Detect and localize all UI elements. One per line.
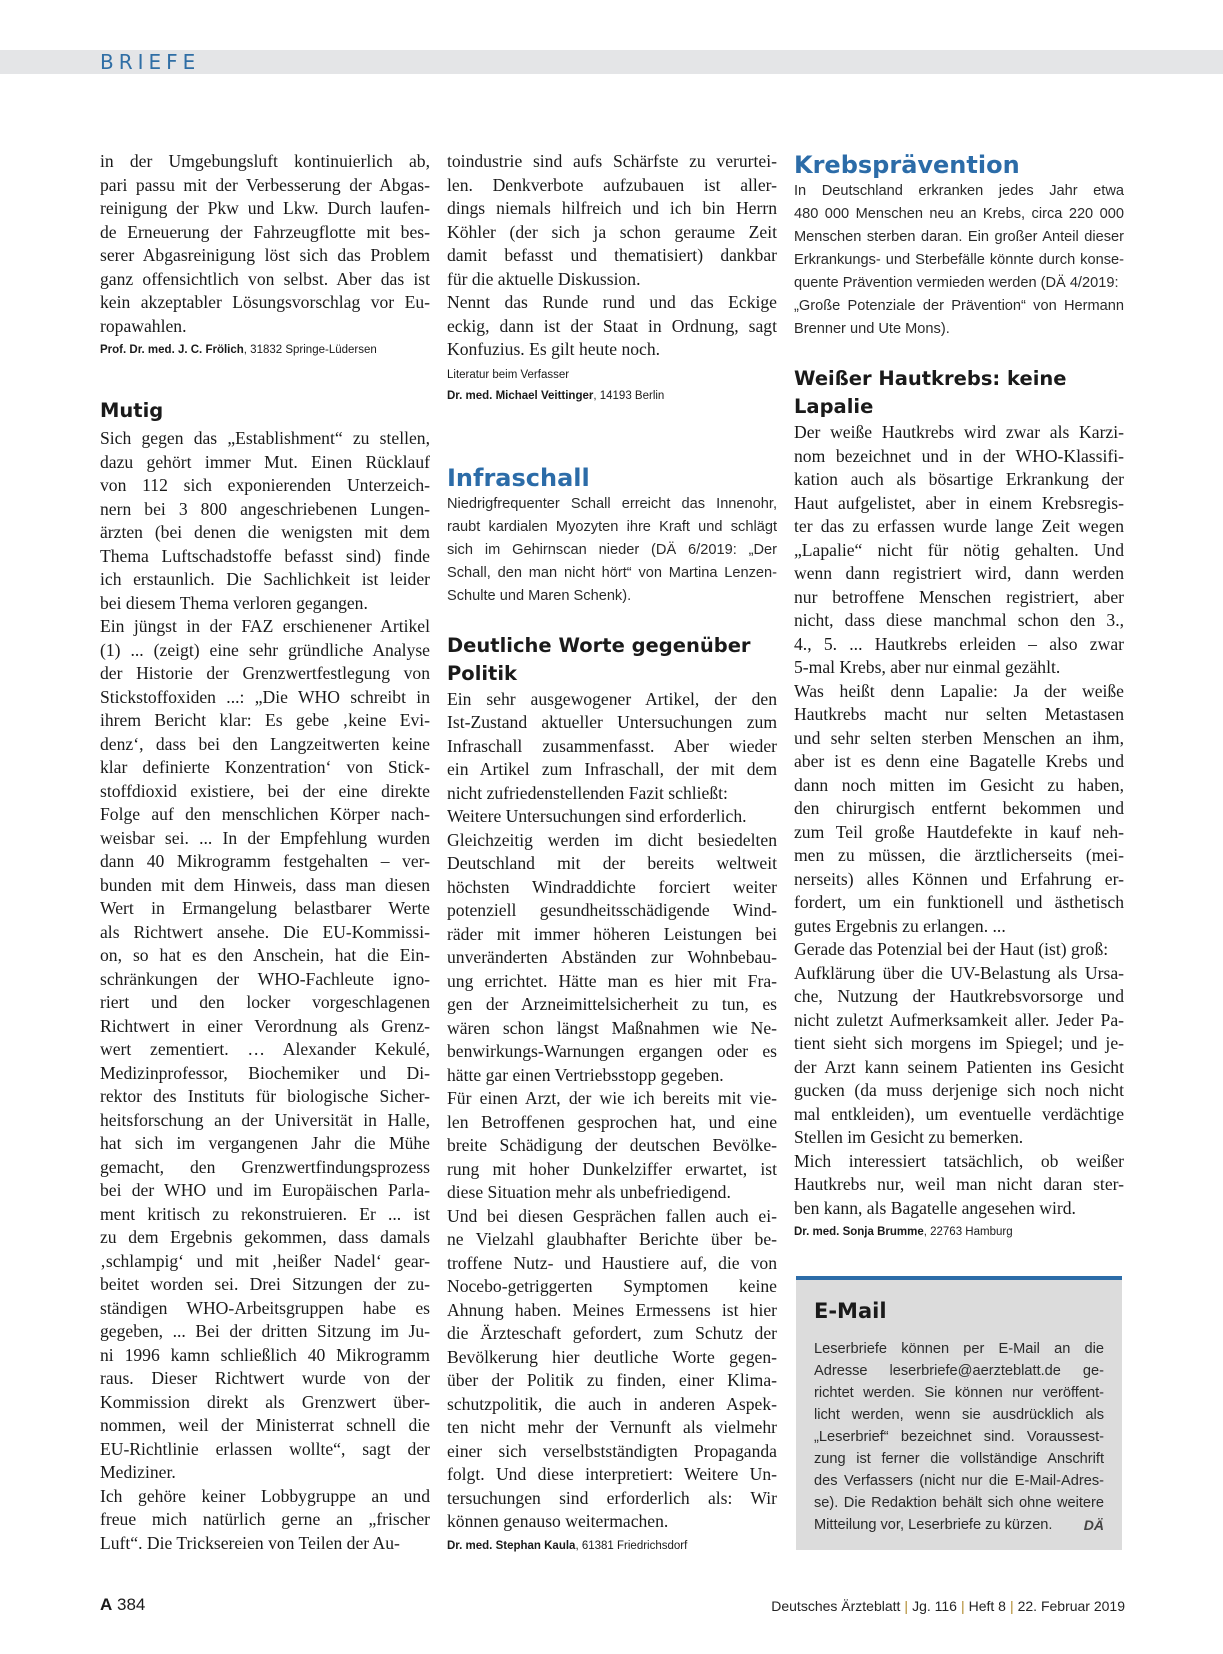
text-line: richtet werden. Sie können nur veröffent-: [814, 1385, 1104, 1401]
text-line: nern bei 3 800 angeschriebenen Lungen-: [100, 498, 430, 519]
text-line: Ein sehr ausgewogener Artikel, der den: [447, 688, 777, 709]
text-line: benwirkungs-Warnungen ergangen oder es: [447, 1041, 777, 1061]
letter-heading: Weißer Hautkrebs: keine Lapalie: [794, 367, 1067, 418]
text-line: schränkungen der WHO-Fachleute igno-: [100, 968, 430, 989]
text-line: „Leserbrief“ bezeichnet sind. Voraussest-: [814, 1429, 1104, 1445]
text-line: Konfuzius. Es gilt heute noch.: [447, 339, 661, 359]
text-line: des Verfassers (nicht nur die E-Mail-Adres-: [814, 1473, 1104, 1489]
text-line: gemacht, den Grenzwertfindungsprozess: [100, 1156, 430, 1177]
text-line: ihrem Bericht klar: Es gebe ‚keine Evi-: [100, 710, 430, 730]
text-line: „Große Potenziale der Prävention“ von Hermann: [794, 298, 1124, 314]
text-line: bei der WHO und im Europäischen Parla-: [100, 1180, 430, 1200]
letter-heading: Mutig: [100, 399, 164, 422]
column-1: [100, 150, 430, 1555]
text-line: nicht zuletzt Aufmerksamkeit aller. Jeder Pa-: [794, 1009, 1124, 1030]
text-line: Luft“. Die Tricksereien von Teilen der Au-: [100, 1532, 400, 1553]
text-line: mal entkleiden), um eventuelle verdächtige: [794, 1103, 1124, 1124]
text-line: Was heißt denn Lapalie: Ja der weiße: [794, 680, 1124, 701]
text-line: den chirurgisch entfernt bekommen und: [794, 798, 1124, 818]
text-line: zum Teil große Hautdefekte in kauf neh-: [794, 821, 1124, 842]
separator: |: [1009, 1598, 1014, 1614]
page-number: [100, 1594, 145, 1616]
text-line: zu dem Ergebnis gekommen, dass damals: [100, 1227, 430, 1247]
topic-heading: Infraschall: [447, 463, 590, 492]
text-line: nerseits) alles Können und Erfahrung er-: [794, 868, 1124, 889]
text-line: gegeben, ... Bei der dritten Sitzung im Ju-: [100, 1321, 430, 1341]
text-line: räder mit immer höheren Leistungen bei: [447, 923, 777, 944]
text-line: nicht, dass diese manchmal schon den 3.,: [794, 610, 1124, 630]
text-line: ben kann, als Bagatelle angesehen wird.: [794, 1197, 1076, 1218]
journal-info: [771, 1596, 1125, 1616]
text-line: Medizinprofessor, Biochemiker und Di-: [100, 1062, 430, 1083]
text-line: In Deutschland erkranken jedes Jahr etwa: [794, 183, 1124, 199]
text-line: ich erstaunlich. Die Sachlichkeit ist leider: [100, 569, 430, 589]
letter-heading: Deutliche Worte gegenüber Politik: [447, 633, 751, 685]
text-line: Der weiße Hautkrebs wird zwar als Karzi-: [794, 422, 1124, 442]
journal-name: Deutsches Ärzteblatt: [771, 1598, 901, 1614]
text-line: Gleichzeitig werden im dicht besiedelten: [447, 829, 777, 850]
text-line: ne Vielzahl glaubhafter Berichte über be-: [447, 1229, 777, 1249]
text-line: heitsforschung an der Universität in Halle,: [100, 1109, 430, 1130]
text-line: Weitere Untersuchungen sind erforderlich.: [447, 806, 747, 826]
text-line: über der Politik zu finden, einer Klima-: [447, 1370, 777, 1390]
text-line: Nennt das Runde rund und das Eckige: [447, 292, 777, 312]
text-line: ärzten (bei denen die wenigsten mit dem: [100, 522, 430, 542]
text-line: Folge auf den menschlichen Körper nach-: [100, 804, 430, 824]
text-line: für die aktuelle Diskussion.: [447, 268, 641, 289]
text-line: gucken (da muss derjenige sich noch nicht: [794, 1080, 1124, 1100]
text-line: von 112 sich exponierenden Unterzeich-: [100, 475, 430, 495]
text-line: Niedrigfrequenter Schall erreicht das Innenohr,: [447, 495, 777, 512]
text-line: Richtwert in einer Verordnung als Grenz-: [100, 1015, 430, 1036]
text-line: wenn dann registriert wird, dann werden: [794, 563, 1124, 583]
text-line: bunden mit dem Hinweis, dass man diesen: [100, 874, 430, 895]
editorial-mark: DÄ: [1083, 1517, 1104, 1533]
text-line: schutzpolitik, die auch in anderen Aspek-: [447, 1393, 777, 1414]
separator: |: [960, 1598, 965, 1614]
text-line: sich im Gehirnscan nieder (DÄ 6/2019: „Der: [447, 541, 777, 558]
text-line: einer sich verselbstständigten Propaganda: [447, 1440, 777, 1461]
text-line: Thema Luftschadstoffe befasst sind) finde: [100, 545, 430, 566]
journal-date: 22. Februar 2019: [1017, 1598, 1125, 1614]
text-line: [814, 1514, 1104, 1536]
text-line: ropawahlen.: [100, 315, 187, 336]
text-line: folgt. Und diese interpretiert: Weitere Un-: [447, 1464, 777, 1484]
text-line: gen der Arzneimittelsicherheit zu tun, es: [447, 994, 777, 1014]
text-line: (1) ... (zeigt) eine sehr gründliche Analyse: [100, 639, 430, 660]
text-line: denz‘, dass bei den Langzeitwerten keine: [100, 733, 430, 754]
text-line: Ein jüngst in der FAZ erschienener Artikel: [100, 616, 430, 636]
text-line: unveränderten Abständen zur Wohnbebau-: [447, 947, 777, 967]
text-line: ung errichtet. Hätte man es hier mit Fra-: [447, 970, 777, 991]
column-3: [794, 150, 1124, 1241]
text-line: die Ärzteschaft gefordert, zum Schutz der: [447, 1323, 777, 1343]
text-line: ständigen WHO-Arbeitsgruppen habe es: [100, 1297, 430, 1318]
text-line: klar definierte Konzentration‘ von Stick-: [100, 757, 430, 777]
text-line: als Richtwert ansehe. Die EU-Kommissi-: [100, 921, 430, 942]
text-line: Hautkrebs macht nur selten Metastasen: [794, 704, 1124, 724]
text-line: Ist-Zustand aktueller Untersuchungen zum: [447, 712, 777, 732]
author-place: , 14193 Berlin: [593, 389, 665, 402]
text-line: und sehr selten sterben Menschen an ihm,: [794, 727, 1124, 748]
text-line: eckig, dann ist der Staat in Ordnung, sagt: [447, 315, 777, 336]
signature: [794, 1223, 1124, 1241]
author-name: Dr. med. Michael Veittinger: [447, 389, 594, 402]
email-box-title: E-Mail: [814, 1299, 887, 1323]
text-line: toindustrie sind aufs Schärfste zu verurtei-: [447, 151, 777, 171]
text-line: Ahnung haben. Meines Ermessens ist hier: [447, 1299, 777, 1320]
text-line: diese Situation mehr als unbefriedigend.: [447, 1182, 731, 1202]
author-place: , 61381 Friedrichsdorf: [575, 1539, 688, 1552]
text-line: raubt kardialen Myozyten ihre Kraft und schlägt: [447, 518, 777, 535]
text-line: Schulte und Maren Schenk).: [447, 587, 632, 604]
text-line: tersuchungen sind erforderlich als: Wir: [447, 1487, 777, 1508]
signature: [447, 1537, 777, 1555]
topic-intro: [447, 493, 777, 608]
text-line: breite Schädigung der deutschen Bevölke-: [447, 1135, 777, 1155]
text-line: Ich gehöre keiner Lobbygruppe an und: [100, 1485, 430, 1506]
text-line: fordert, um ein funktionell und ästhetisch: [794, 892, 1124, 912]
text-line: che, Nutzung der Hautkrebsvorsorge und: [794, 986, 1124, 1006]
text-line: ein Artikel zum Infraschall, der mit dem: [447, 759, 777, 779]
text-line: 5-mal Krebs, aber nur einmal gezählt.: [794, 657, 1061, 677]
text-line: Stickstoffoxiden ...: „Die WHO schreibt in: [100, 686, 430, 707]
text-line: Wert in Ermangelung belastbarer Werte: [100, 898, 430, 918]
text-line: dann 40 Mikrogramm festgehalten – ver-: [100, 851, 430, 871]
text-line: beitet worden sei. Drei Sitzungen der zu-: [100, 1274, 430, 1294]
text-line: Kommission direkt als Grenzwert über-: [100, 1391, 430, 1412]
text-line: Brenner und Ute Mons).: [794, 321, 950, 337]
text-line: Erkrankungs- und Sterbefälle könnte durch konse-: [794, 252, 1124, 268]
text-line: Adresse leserbriefe@aerzteblatt.de ge-: [814, 1363, 1104, 1379]
text-line: Infraschall zusammenfasst. Aber wieder: [447, 735, 777, 756]
text-line: der Historie der Grenzwertfestlegung von: [100, 663, 430, 683]
text-line: riert und den locker vorgeschlagenen: [100, 992, 430, 1012]
email-box-text: [814, 1338, 1104, 1536]
text-line: nur betroffene Menschen registriert, aber: [794, 586, 1124, 607]
text-line: nom bezeichnet und in der WHO-Klassifi-: [794, 445, 1124, 466]
text-line: stoffdioxid existiere, bei der eine direkte: [100, 780, 430, 801]
text-line: Haut aufgelistet, aber in einem Krebsregis-: [794, 492, 1124, 513]
separator: |: [904, 1598, 909, 1614]
text-line: Köhler (der sich ja schon geraume Zeit: [447, 221, 777, 242]
topic-intro: [794, 180, 1124, 341]
text-line: men zu müssen, die ärztlicherseits (mei-: [794, 845, 1124, 865]
author-place: , 31832 Springe-Lüdersen: [243, 344, 377, 356]
text-line: Hautkrebs nur, weil man nicht daran ster-: [794, 1174, 1124, 1194]
text-line: len. Denkverbote aufzubauen ist aller-: [447, 174, 777, 195]
signature: [447, 387, 777, 405]
letter-continuation: [100, 150, 430, 338]
text-line: nicht zufriedenstellenden Fazit schließt:: [447, 782, 728, 803]
text-line: ten nicht mehr der Vernunft als vielmehr: [447, 1417, 777, 1437]
text-line: wert zementiert. … Alexander Kekulé,: [100, 1039, 430, 1059]
text-line: Gerade das Potenzial bei der Haut (ist) groß:: [794, 939, 1109, 959]
text-line: EU-Richtlinie erlassen wollte“, sagt der: [100, 1438, 430, 1459]
text-line: raus. Dieser Richtwert wurde von der: [100, 1368, 430, 1388]
text-line: Leserbriefe können per E-Mail an die: [814, 1341, 1104, 1357]
text-line: potenziell gesundheitsschädigende Wind-: [447, 900, 777, 920]
letter-body: [794, 421, 1124, 1220]
text-line: on, so hat es den Anschein, hat die Ein-: [100, 945, 430, 965]
text-line: reinigung der Pkw und Lkw. Durch laufen-: [100, 198, 430, 218]
text-line: „Lapalie“ nicht für nötig gehalten. Und: [794, 539, 1124, 560]
text-line: können genauso weitermachen.: [447, 1511, 669, 1531]
text-line: damit befasst und thematisiert) dankbar: [447, 245, 777, 265]
text-line: kation auch als bösartige Erkrankung der: [794, 469, 1124, 489]
page-number-value: 384: [117, 1595, 146, 1614]
text-line: Mich interessiert tatsächlich, ob weißer: [794, 1150, 1124, 1171]
text-line: Mediziner.: [100, 1462, 176, 1482]
text-line: troffene Nutz- und Haustiere auf, die von: [447, 1252, 777, 1273]
email-info-box: [796, 1276, 1122, 1550]
text-line: weisbar sei. ... In der Empfehlung wurden: [100, 827, 430, 848]
text-line: rung mit hoher Dunkelziffer erwartet, ist: [447, 1158, 777, 1179]
text-line: serer Abgasreinigung löst sich das Problem: [100, 245, 430, 265]
text-line: kein akzeptabler Lösungsvorschlag vor Eu-: [100, 292, 430, 312]
text-line: licht werden, wenn sie ausdrücklich als: [814, 1407, 1104, 1423]
text-line: zung ist ferner die vollständige Anschrift: [814, 1451, 1104, 1467]
text-line: dann noch mitten im Gesicht zu haben,: [794, 774, 1124, 795]
text-line: ‚schlampig‘ und mit ‚heißer Nadel‘ gear-: [100, 1250, 430, 1271]
text-line: freue mich natürlich gerne an „frischer: [100, 1509, 430, 1529]
text-line: Bevölkerung hier deutliche Worte gegen-: [447, 1346, 777, 1367]
text-line: wären schon längst Maßnahmen wie Ne-: [447, 1017, 777, 1038]
text-line-content: Mitteilung vor, Leserbriefe zu kürzen.: [814, 1517, 1053, 1533]
section-label: BRIEFE: [100, 50, 201, 74]
text-line: nommen, weil der Ministerrat schnell die: [100, 1415, 430, 1435]
author-name: Dr. med. Sonja Brumme: [794, 1226, 924, 1238]
text-line: gutes Ergebnis zu erlangen. ...: [794, 915, 1006, 936]
author-place: , 22763 Hamburg: [923, 1226, 1013, 1238]
text-line: rektor des Instituts für biologische Sicher-: [100, 1086, 430, 1106]
journal-volume: Jg. 116: [912, 1598, 957, 1614]
text-line: ni 1996 kamn schließlich 40 Mikrogramm: [100, 1344, 430, 1365]
text-line: tient sieht sich morgens im Spiegel; und je-: [794, 1033, 1124, 1053]
page-prefix: A: [100, 1595, 113, 1614]
author-name: Prof. Dr. med. J. C. Frölich: [100, 344, 244, 356]
letter-body: [100, 427, 430, 1555]
column-2: [447, 150, 777, 1555]
text-line: hätte gar einen Vertriebsstopp gegeben.: [447, 1064, 724, 1085]
text-line: aber ist es denn eine Bagatelle Krebs und: [794, 751, 1124, 771]
text-line: dazu gehört immer Mut. Einen Rücklauf: [100, 451, 430, 472]
signature: [100, 341, 430, 359]
author-name: Dr. med. Stephan Kaula: [447, 1539, 576, 1552]
text-line: in der Umgebungsluft kontinuierlich ab,: [100, 151, 430, 171]
text-line: Menschen sterben daran. Ein großer Anteil dieser: [794, 229, 1124, 245]
topic-heading: Krebsprävention: [794, 151, 1020, 179]
literature-note: Literatur beim Verfasser: [447, 368, 570, 381]
text-line: se). Die Redaktion behält sich ohne weitere: [814, 1495, 1104, 1511]
text-line: Für einen Arzt, der wie ich bereits mit vie-: [447, 1088, 777, 1108]
text-line: Und bei diesen Gesprächen fallen auch ei-: [447, 1205, 777, 1226]
text-line: höchsten Windraddichte forciert weiter: [447, 876, 777, 897]
letter-body: [447, 688, 777, 1534]
text-line: Nocebo-getriggerten Symptomen keine: [447, 1276, 777, 1296]
text-line: pari passu mit der Verbesserung der Abgas-: [100, 174, 430, 195]
text-line: bei diesem Thema verloren gegangen.: [100, 592, 368, 613]
journal-issue: Heft 8: [968, 1598, 1006, 1614]
text-line: 480 000 Menschen neu an Krebs, circa 220 000: [794, 206, 1124, 222]
text-line: 4., 5. ... Hautkrebs erleiden – also zwar: [794, 633, 1124, 654]
text-line: ganz offensichtlich von selbst. Aber das ist: [100, 268, 430, 289]
letter-continuation: [447, 150, 777, 362]
text-line: Deutschland mit der bereits weltweit: [447, 853, 777, 873]
text-line: len Betroffenen gesprochen hat, und eine: [447, 1111, 777, 1132]
text-line: quente Prävention vermieden werden (DÄ 4/2019:: [794, 275, 1119, 291]
text-line: hat sich im vergangenen Jahr die Mühe: [100, 1133, 430, 1153]
text-line: ment kritisch zu rekonstruieren. Er ... ist: [100, 1203, 430, 1224]
text-line: der Arzt kann seinem Patienten ins Gesicht: [794, 1056, 1124, 1077]
text-line: de Erneuerung der Fahrzeugflotte mit bes-: [100, 221, 430, 242]
text-line: Aufklärung über die UV-Belastung als Ursa-: [794, 962, 1124, 983]
text-line: ter das zu erfassen wurde lange Zeit wegen: [794, 516, 1124, 536]
text-line: dings niemals hilfreich und ich bin Herrn: [447, 198, 777, 218]
text-line: Sich gegen das „Establishment“ zu stellen,: [100, 428, 430, 448]
text-line: Stellen im Gesicht zu bemerken.: [794, 1127, 1024, 1147]
text-line: Schall, den man nicht hört“ von Martina Lenzen-: [447, 564, 777, 581]
